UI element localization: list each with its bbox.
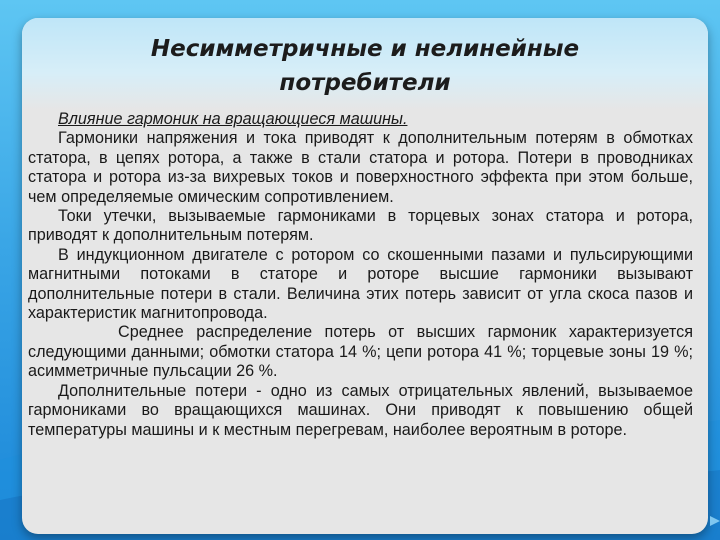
paragraph-5: Дополнительные потери - одно из самых отрицательных явлений, вызываемое гармониками во вращающихся машинах. Они приводят к повышению общей температуры машины и к местным перегревам, наиболее вероятным в роторе. — [28, 381, 693, 439]
paragraph-2: Токи утечки, вызываемые гармониками в торцевых зонах статора и ротора, приводят к дополнительным потерям. — [28, 207, 693, 245]
content-card — [22, 18, 708, 534]
slide-title — [22, 32, 708, 100]
slide-title-line-1: Несимметричные и нелинейные — [150, 36, 580, 62]
slide-title-line-2: потребители — [279, 70, 451, 96]
slide-body — [28, 110, 693, 440]
section-subtitle: Влияние гармоник на вращающиеся машины. — [58, 110, 408, 128]
paragraph-1: Гармоники напряжения и тока приводят к дополнительным потерям в обмотках статора, в цепях ротора, а также в стали статора и ротора. Потери в проводниках статора и ротора из-за вихревых токов и поверхностного эффекта при этом больше, чем определяемые омическим сопротивлением. — [28, 129, 693, 206]
paragraph-3: В индукционном двигателе с ротором со скошенными пазами и пульсирующими магнитными потоками в статоре и роторе высшие гармоники вызывают дополнительные потери в стали. Величина этих потерь зависит от угла скоса пазов и характеристик магнитопровода. — [28, 245, 693, 323]
slide-marker-icon — [710, 516, 720, 526]
paragraph-4: Среднее распределение потерь от высших гармоник характеризуется следующими данными; обмотки статора 14 %; цепи ротора 41 %; торцевые зоны 19 %; асимметричные пульсации 26 %. — [28, 323, 693, 381]
